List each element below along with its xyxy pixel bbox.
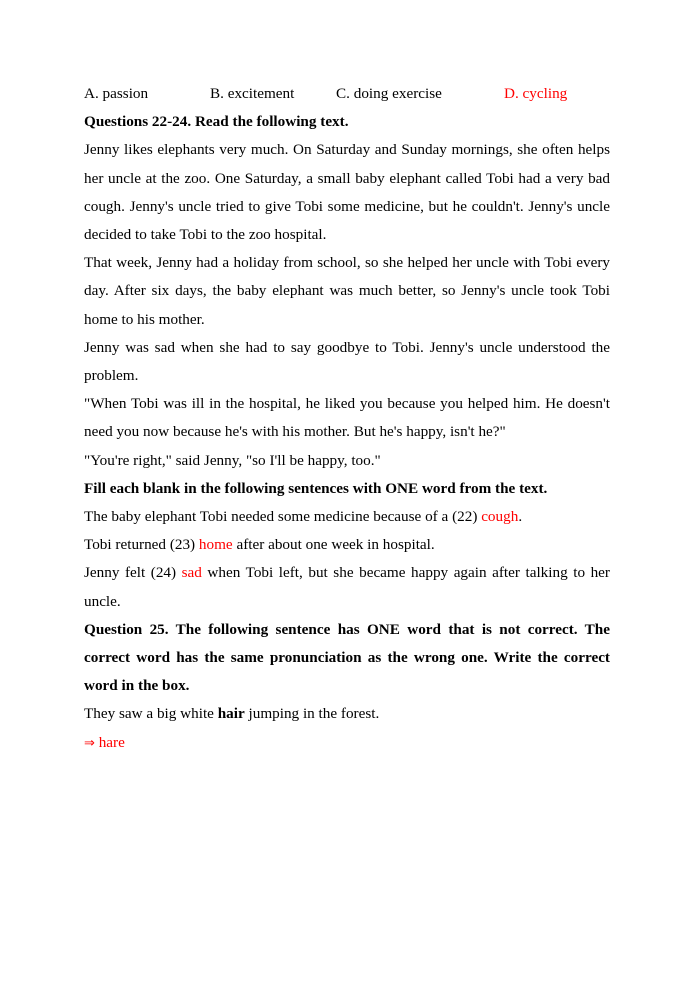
question-23-text: Tobi returned (23) — [84, 536, 199, 554]
question-24 — [84, 559, 610, 615]
reading-paragraph-5: "You're right," said Jenny, "so I'll be happy, too." — [84, 451, 381, 469]
question-25-wrong-word: hair — [217, 705, 245, 723]
question-22 — [84, 503, 610, 531]
question-25-sentence-end: jumping in the forest. — [244, 705, 380, 723]
question-25-answer: hare — [98, 733, 125, 751]
question-25-answer-line — [84, 729, 610, 758]
question-23-answer: home — [198, 536, 233, 554]
question-22-answer: cough — [481, 508, 519, 526]
question-23-end: after about one week in hospital. — [232, 536, 435, 554]
question-22-text: The baby elephant Tobi needed some medicine because of a (22) — [84, 508, 482, 526]
reading-paragraph-1: Jenny likes elephants very much. On Saturday and Sunday mornings, she often helps her uncle at the zoo. One Saturday, a small baby elephant called Tobi had a very bad cough. Jenny's uncle tried to give Tobi some medicine, but he couldn't. Jenny's uncle decided to take Tobi to the zoo hospital. — [84, 141, 610, 243]
reading-paragraph-4: "When Tobi was ill in the hospital, he liked you because you helped him. He doesn't need you now because he's with his mother. But he's happy, isn't he?" — [84, 395, 610, 441]
right-double-arrow-icon: ⇒ — [84, 735, 95, 751]
question-25-heading: Question 25. The following sentence has ONE word that is not correct. The correct word has the same pronunciation as the wrong one. Write the correct word in the box. — [84, 620, 610, 695]
questions-22-24-heading: Questions 22-24. Read the following text. — [84, 113, 349, 131]
answer-options-row — [84, 80, 610, 108]
question-25-sentence — [84, 700, 610, 728]
reading-paragraph-3: Jenny was sad when she had to say goodbye to Tobi. Jenny's uncle understood the problem. — [84, 338, 610, 385]
fill-blank-instructions: Fill each blank in the following sentences with ONE word from the text. — [84, 479, 548, 497]
question-23 — [84, 531, 610, 559]
question-24-end: when Tobi left, but she became happy again after talking to her uncle. — [84, 564, 610, 610]
option-a: A. passion — [84, 85, 149, 102]
option-d-correct: D. cycling — [504, 85, 568, 102]
document-page — [84, 80, 610, 758]
question-24-text: Jenny felt (24) — [84, 564, 182, 582]
option-b: B. excitement — [210, 85, 295, 102]
option-c: C. doing exercise — [336, 85, 442, 102]
reading-paragraph-2: That week, Jenny had a holiday from school, so she helped her uncle with Tobi every day. After six days, the baby elephant was much better, so Jenny's uncle took Tobi home to his mother. — [84, 254, 610, 328]
question-22-end: . — [518, 508, 523, 526]
question-24-answer: sad — [181, 564, 202, 582]
question-25-sentence-start: They saw a big white — [84, 705, 218, 723]
